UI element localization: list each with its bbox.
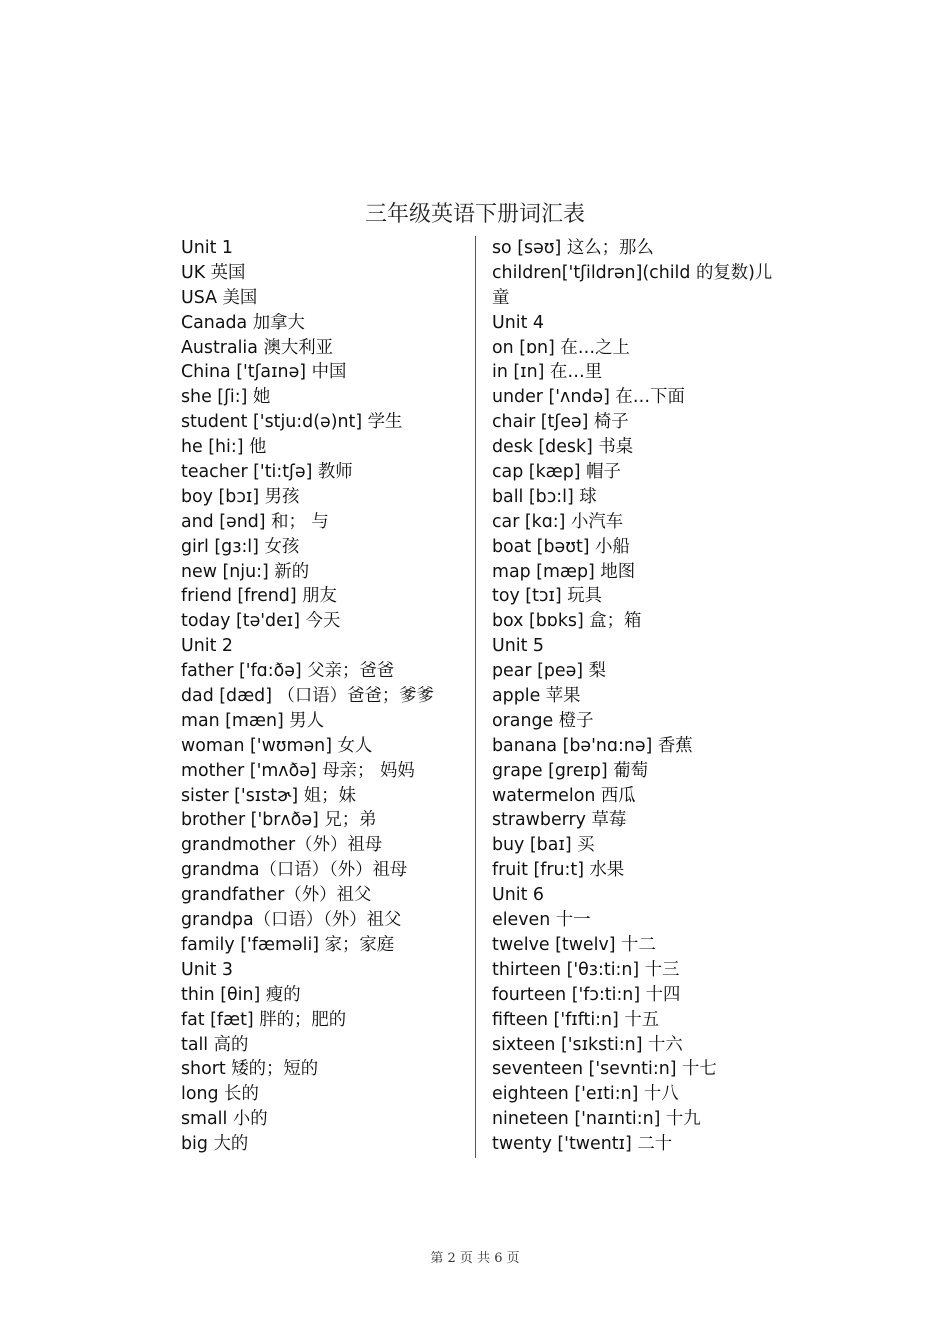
vocab-entry: boat [bəʊt] 小船: [492, 536, 630, 557]
vocab-entry: thin [θin] 瘦的: [181, 984, 301, 1005]
vocab-entry: family ['fæməli] 家；家庭: [181, 934, 395, 955]
vocab-entry: grape [greɪp] 葡萄: [492, 760, 648, 781]
vocab-entry: fruit [fru:t] 水果: [492, 860, 625, 881]
vocab-entry: car [kɑ:] 小汽车: [492, 511, 624, 532]
vocab-entry: grandmother（外）祖母: [181, 835, 383, 856]
vocab-column-left: [181, 236, 471, 1157]
vocab-entry: brother ['brʌðə] 兄；弟: [181, 810, 377, 831]
vocab-entry: grandpa（口语）（外）祖父: [181, 910, 402, 931]
vocab-entry: long 长的: [181, 1084, 259, 1105]
vocab-entry: on [ɒn] 在…之上: [492, 337, 630, 358]
vocab-entry: buy [baɪ] 买: [492, 835, 595, 856]
vocab-entry: USA 美国: [181, 287, 258, 308]
vocab-entry: grandma（口语）（外）祖母: [181, 860, 408, 881]
vocab-entry: strawberry 草莓: [492, 810, 627, 831]
unit-heading: Unit 5: [492, 636, 544, 657]
vocab-entry: sixteen ['sɪksti:n] 十六: [492, 1034, 683, 1055]
vocab-entry: desk [desk] 书桌: [492, 437, 634, 458]
vocab-entry: orange 橙子: [492, 710, 594, 731]
vocab-entry: eleven 十一: [492, 910, 591, 931]
vocab-entry: under ['ʌndə] 在…下面: [492, 387, 685, 408]
vocab-entry: chair [tʃeə] 椅子: [492, 412, 629, 433]
vocab-entry: watermelon 西瓜: [492, 785, 636, 806]
vocab-entry: mother ['mʌðə] 母亲； 妈妈: [181, 760, 415, 781]
unit-heading: Unit 3: [181, 959, 233, 980]
column-divider: [475, 236, 476, 1158]
vocab-entry: children['tʃildrən](child 的复数)儿: [492, 262, 773, 283]
vocab-entry: big 大的: [181, 1134, 249, 1155]
vocab-entry: he [hi:] 他: [181, 437, 267, 458]
page-title: 三年级英语下册词汇表: [364, 202, 585, 227]
vocab-entry: woman ['wʊmən] 女人: [181, 735, 373, 756]
vocab-entry: father ['fɑ:ðə] 父亲；爸爸: [181, 661, 395, 682]
vocab-entry: so [səʊ] 这么；那么: [492, 238, 654, 258]
vocab-entry: sister ['sɪstɚ] 姐；妹: [181, 785, 356, 806]
vocab-entry: seventeen ['sevnti:n] 十七: [492, 1059, 717, 1080]
vocab-entry: nineteen ['naɪnti:n] 十九: [492, 1109, 701, 1130]
vocab-entry: tall 高的: [181, 1034, 249, 1055]
unit-heading: Unit 2: [181, 636, 233, 657]
vocab-entry: eighteen ['eɪti:n] 十八: [492, 1084, 679, 1105]
vocab-entry: box [bɒks] 盒；箱: [492, 611, 642, 632]
vocab-entry: girl [gɜ:l] 女孩: [181, 536, 300, 557]
vocab-entry: toy [tɔɪ] 玩具: [492, 586, 602, 607]
vocab-entry: fourteen ['fɔ:ti:n] 十四: [492, 984, 681, 1005]
vocab-entry: Australia 澳大利亚: [181, 337, 334, 358]
vocab-entry: and [ənd] 和； 与: [181, 511, 329, 532]
vocab-entry: China ['tʃaɪnə] 中国: [181, 362, 347, 383]
vocab-entry: twenty ['twentɪ] 二十: [492, 1134, 673, 1155]
unit-heading: Unit 1: [181, 238, 233, 258]
vocab-entry: new [nju:] 新的: [181, 561, 310, 582]
vocab-entry: apple 苹果: [492, 686, 581, 707]
vocab-entry: UK 英国: [181, 262, 246, 283]
vocab-entry: boy [bɔɪ] 男孩: [181, 486, 300, 507]
vocab-entry: Canada 加拿大: [181, 312, 305, 333]
vocab-entry: dad [dæd] （口语）爸爸；爹爹: [181, 686, 435, 707]
vocab-column-right: [492, 236, 792, 1157]
vocab-entry: ball [bɔ:l] 球: [492, 486, 597, 507]
vocab-entry: man [mæn] 男人: [181, 710, 325, 731]
unit-heading: Unit 6: [492, 885, 544, 906]
vocab-entry: fifteen ['fɪfti:n] 十五: [492, 1009, 660, 1030]
vocab-entry: twelve [twelv] 十二: [492, 934, 656, 955]
vocab-entry: thirteen ['θɜ:ti:n] 十三: [492, 959, 680, 980]
vocab-entry: 童: [492, 287, 510, 308]
unit-heading: Unit 4: [492, 312, 544, 333]
vocab-entry: in [ɪn] 在…里: [492, 362, 603, 383]
vocab-entry: map [mæp] 地图: [492, 561, 636, 582]
vocab-entry: cap [kæp] 帽子: [492, 462, 621, 483]
vocab-entry: friend [frend] 朋友: [181, 586, 337, 607]
vocab-entry: fat [fæt] 胖的；肥的: [181, 1009, 347, 1030]
vocab-entry: student ['stju:d(ə)nt] 学生: [181, 412, 403, 433]
vocab-entry: teacher ['ti:tʃə] 教师: [181, 462, 353, 483]
vocab-entry: she [ʃi:] 她: [181, 387, 271, 408]
vocab-entry: short 矮的；短的: [181, 1059, 319, 1080]
vocab-entry: today [tə'deɪ] 今天: [181, 611, 341, 632]
page-footer: 第 2 页 共 6 页: [430, 1251, 520, 1266]
vocab-entry: banana [bə'nɑ:nə] 香蕉: [492, 735, 693, 756]
vocab-entry: pear [peə] 梨: [492, 661, 606, 682]
vocab-entry: grandfather（外）祖父: [181, 885, 372, 906]
vocab-entry: small 小的: [181, 1109, 268, 1130]
